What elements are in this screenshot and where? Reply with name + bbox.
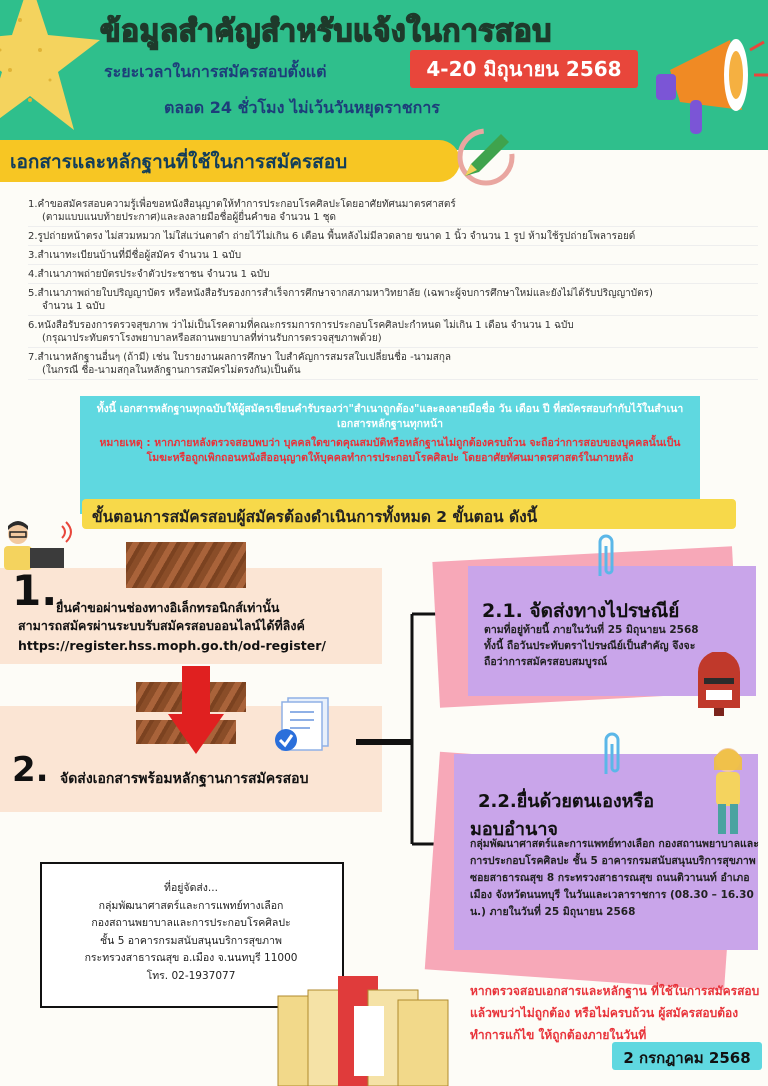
list-item-line: 3.สำเนาทะเบียนบ้านที่มีชื่อผู้สมัคร จำนวน 1 ฉบับ — [28, 250, 242, 261]
list-item — [28, 230, 758, 246]
correction-notice: หากตรวจสอบเอกสารและหลักฐาน ที่ใช้ในการสมัครสอบแล้วพบว่าไม่ถูกต้อง หรือไม่ครบถ้วน ผู้สมัครสอบต้องทำการแก้ไข ให้ถูกต้องภายในวันที่ — [470, 984, 760, 1042]
list-item — [28, 249, 758, 265]
period-note: ตลอด 24 ชั่วโมง ไม่เว้นวันหยุดราชการ — [164, 98, 440, 117]
paperclip-icon — [594, 532, 618, 580]
list-item — [28, 287, 758, 316]
step1-line2: สามารถสมัครผ่านระบบรับสมัครสอบออนไลน์ได้ที่ลิงค์ — [18, 618, 305, 633]
register-link[interactable]: https://register.hss.moph.go.th/od-register/ — [18, 638, 326, 653]
period-dates-badge: 4-20 มิถุนายน 2568 — [410, 50, 638, 88]
certify-note: ทั้งนี้ เอกสารหลักฐานทุกฉบับให้ผู้สมัครเขียนคำรับรองว่า"สำเนาถูกต้อง"และลงลายมือชื่อ วัน เดือน ปี ที่สมัครสอบกำกับไว้ในสำเนาเอกสารหลักฐานทุกหน้า — [96, 403, 684, 430]
pencil-icon — [455, 126, 517, 188]
warning-note: หมายเหตุ : หากภายหลังตรวจสอบพบว่า บุคคลใดขาดคุณสมบัติหรือหลักฐานไม่ถูกต้องครบถ้วน จะถือว่าการสอบของบุคคลนั้นเป็นโมฆะหรือถูกเพิกถอนหนังสืออนุญาตให้บุคคลทำการประกอบโรคศิลปะ โดยอาศัยทัศนมาตรศาสตร์ในภายหลัง — [99, 437, 681, 464]
step2-number: 2. — [12, 750, 49, 790]
megaphone-icon — [650, 30, 768, 140]
list-item — [28, 198, 758, 227]
step2-text: จัดส่งเอกสารพร้อมหลักฐานการสมัครสอบ — [60, 771, 309, 787]
list-item-line: จำนวน 1 ฉบับ — [42, 301, 105, 312]
list-item — [28, 351, 758, 380]
documents-heading: เอกสารและหลักฐานที่ใช้ในการสมัครสอบ — [10, 151, 348, 173]
documents-list — [28, 198, 758, 383]
paperclip-icon — [600, 730, 624, 778]
list-item-line: 5.สำเนาภาพถ่ายใบปริญญาบัตร หรือหนังสือรับรองการสำเร็จการศึกษาจากสภามหาวิทยาลัย (เฉพาะผู้จบการศึกษาใหม่และยังไม่ได้รับปริญญาบัตร) — [28, 288, 653, 299]
list-item-line: 4.สำเนาภาพถ่ายบัตรประจำตัวประชาชน จำนวน 1 ฉบับ — [28, 269, 270, 280]
deadline-date: 2 กรกฎาคม 2568 — [623, 1049, 751, 1067]
person-laptop-icon — [0, 520, 80, 572]
list-item-line: 2.รูปถ่ายหน้าตรง ไม่สวมหมวก ไม่ใส่แว่นตาดำ ถ่ายไว้ไม่เกิน 6 เดือน พื้นหลังไม่มีลวดลาย ขนาด 1 นิ้ว จำนวน 1 รูป ห้ามใช้รูปถ่ายโพลารอยด์ — [28, 231, 636, 242]
inperson-option-text: กลุ่มพัฒนาศาสตร์และการแพทย์ทางเลือก กองสถานพยาบาลและการประกอบโรคศิลปะ ชั้น 5 อาคารกรมสนับสนุนบริการสุขภาพ ซอยสาธารณสุข 8 กระทรวงสาธารณสุข ถนนติวานนท์ อำเภอเมือง จังหวัดนนทบุรี ในวันและเวลาราชการ (08.30 – 16.30 น.) ภายในวันที่ 25 มิถุนายน 2568 — [470, 838, 759, 918]
address-line: กระทรวงสาธารณสุข อ.เมือง จ.นนทบุรี 11000 — [84, 952, 298, 964]
list-item-line: 7.สำเนาหลักฐานอื่นๆ (ถ้ามี) เช่น ใบรายงานผลการศึกษา ใบสำคัญการสมรสใบเปลี่ยนชื่อ -นามสกุล — [28, 352, 452, 363]
period-prefix: ระยะเวลาในการสมัครสอบตั้งแต่ — [104, 62, 327, 81]
inperson-option-title-2: มอบอำนาจ — [470, 819, 558, 840]
page-title: ข้อมูลสำคัญสำหรับแจ้งในการสอบ — [100, 14, 552, 49]
mailbox-icon — [694, 652, 744, 716]
folders-icon — [268, 966, 468, 1086]
list-item-line: 6.หนังสือรับรองการตรวจสุขภาพ ว่าไม่เป็นโรคตามที่คณะกรรมการการประกอบโรคศิลปะกำหนด ไม่เกิน 1 เดือน จำนวน 1 ฉบับ — [28, 320, 574, 331]
address-line: โทร. 02-1937077 — [146, 969, 236, 982]
steps-heading: ขั้นตอนการสมัครสอบผู้สมัครต้องดำเนินการทั้งหมด 2 ขั้นตอน ดังนี้ — [92, 508, 538, 526]
star-decoration-icon — [0, 0, 100, 150]
address-line: ที่อยู่จัดส่ง... — [164, 882, 218, 894]
step1-number: 1. — [12, 566, 58, 615]
list-item — [28, 319, 758, 348]
address-line: กลุ่มพัฒนาศาสตร์และการแพทย์ทางเลือก — [98, 899, 284, 912]
list-item-line: (ตามแบบแนบท้ายประกาศ)และลงลายมือชื่อผู้ยื่นคำขอ จำนวน 1 ชุด — [42, 212, 337, 223]
mail-option-text: ตามที่อยู่ท้ายนี้ ภายในวันที่ 25 มิถุนายน 2568 ทั้งนี้ ถือวันประทับตราไปรษณีย์เป็นสำคัญ จึงจะถือว่าการสมัครสอบสมบูรณ์ — [484, 624, 699, 668]
wood-texture — [126, 542, 246, 588]
mail-option-title: 2.1. จัดส่งทางไปรษณีย์ — [482, 600, 680, 622]
list-item — [28, 268, 758, 284]
list-item-line: (กรุณาประทับตราโรงพยาบาลหรือสถานพยาบาลที่ท่านรับการตรวจสุขภาพด้วย) — [42, 333, 382, 344]
step1-line1: ยื่นคำขอผ่านช่องทางอิเล็กทรอนิกส์เท่านั้น — [56, 600, 280, 615]
arrow-down-icon — [168, 666, 224, 754]
list-item-line: (ในกรณี ชื่อ-นามสกุลในหลักฐานการสมัครไม่ตรงกัน)เป็นต้น — [42, 365, 301, 376]
address-line: กองสถานพยาบาลและการประกอบโรคศิลปะ — [91, 917, 291, 929]
list-item-line: 1.คำขอสมัครสอบความรู้เพื่อขอหนังสือนุญาตให้ทำการประกอบโรคศิลปะโดยอาศัยทัศนมาตรศาสตร์ — [28, 199, 456, 210]
inperson-option-title: 2.2.ยื่นด้วยตนเองหรือ — [478, 791, 655, 812]
address-line: ชั้น 5 อาคารกรมสนับสนุนบริการสุขภาพ — [100, 934, 282, 947]
documents-check-icon — [274, 696, 336, 754]
person-icon — [700, 740, 756, 840]
